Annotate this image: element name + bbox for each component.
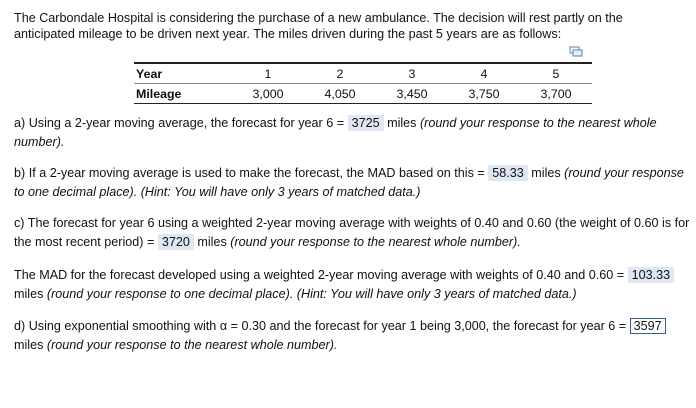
rounding-note: (round your response to one decimal place). (Hint: You will have only 3 years of matched data.) — [14, 166, 684, 199]
units-label: miles — [14, 338, 47, 352]
question-mad-text: The MAD for the forecast developed using a weighted 2-year moving average with weights of 0.40 and 0.60 = — [14, 268, 628, 282]
units-label: miles — [383, 116, 420, 130]
table-row-mileage — [134, 84, 592, 104]
units-label: miles — [14, 287, 47, 301]
year-cell: 4 — [448, 63, 520, 84]
rounding-note: (round your response to the nearest whole number). — [46, 338, 338, 352]
question-d-text: d) Using exponential smoothing with — [14, 319, 220, 333]
question-b — [14, 164, 690, 202]
row-label-year: Year — [134, 63, 232, 84]
answer-b-field[interactable]: 58.33 — [488, 165, 528, 181]
year-cell: 5 — [520, 63, 592, 84]
year-cell: 3 — [376, 63, 448, 84]
question-b-text: b) If a 2-year moving average is used to make the forecast, the MAD based on this = — [14, 166, 489, 180]
answer-a-field[interactable]: 3725 — [348, 115, 384, 131]
units-label: miles — [193, 235, 231, 249]
question-a-text: a) Using a 2-year moving average, the forecast for year 6 = — [14, 116, 348, 130]
question-d — [14, 317, 690, 355]
question-a — [14, 114, 690, 152]
mileage-table — [134, 62, 592, 104]
row-label-mileage: Mileage — [134, 84, 232, 104]
table-row-year — [134, 63, 592, 84]
answer-d-field[interactable]: 3597 — [630, 318, 666, 334]
alpha-symbol: α — [219, 319, 228, 333]
answer-mad-field[interactable]: 103.33 — [628, 267, 675, 283]
question-d-text-2: = 0.30 and the forecast for year 1 being 3,000, the forecast for year 6 = — [227, 319, 630, 333]
mileage-cell: 4,050 — [304, 84, 376, 104]
mileage-cell: 3,000 — [232, 84, 304, 104]
mileage-cell: 3,750 — [448, 84, 520, 104]
mileage-cell: 3,700 — [520, 84, 592, 104]
year-cell: 1 — [232, 63, 304, 84]
question-mad — [14, 266, 690, 304]
copy-table-icon[interactable] — [569, 46, 583, 58]
rounding-note: (round your response to the nearest whole number). — [230, 235, 521, 249]
units-label: miles — [527, 166, 565, 180]
rounding-note: (round your response to one decimal place). (Hint: You will have only 3 years of matched data.) — [46, 287, 577, 301]
question-c — [14, 214, 690, 252]
year-cell: 2 — [304, 63, 376, 84]
answer-c-field[interactable]: 3720 — [158, 234, 194, 250]
mileage-cell: 3,450 — [376, 84, 448, 104]
problem-intro: The Carbondale Hospital is considering the purchase of a new ambulance. The decision will rest partly on the anticipated mileage to be driven next year. The miles driven during the past 5 years are as follows: — [14, 11, 623, 41]
question-c-text: c) The forecast for year 6 using a weighted 2-year moving average with weights of 0.40 and 0.60 (the weight of 0.60 is for the most recent period) = — [14, 216, 690, 249]
rounding-note: (round your response to the nearest whole number). — [14, 116, 657, 149]
